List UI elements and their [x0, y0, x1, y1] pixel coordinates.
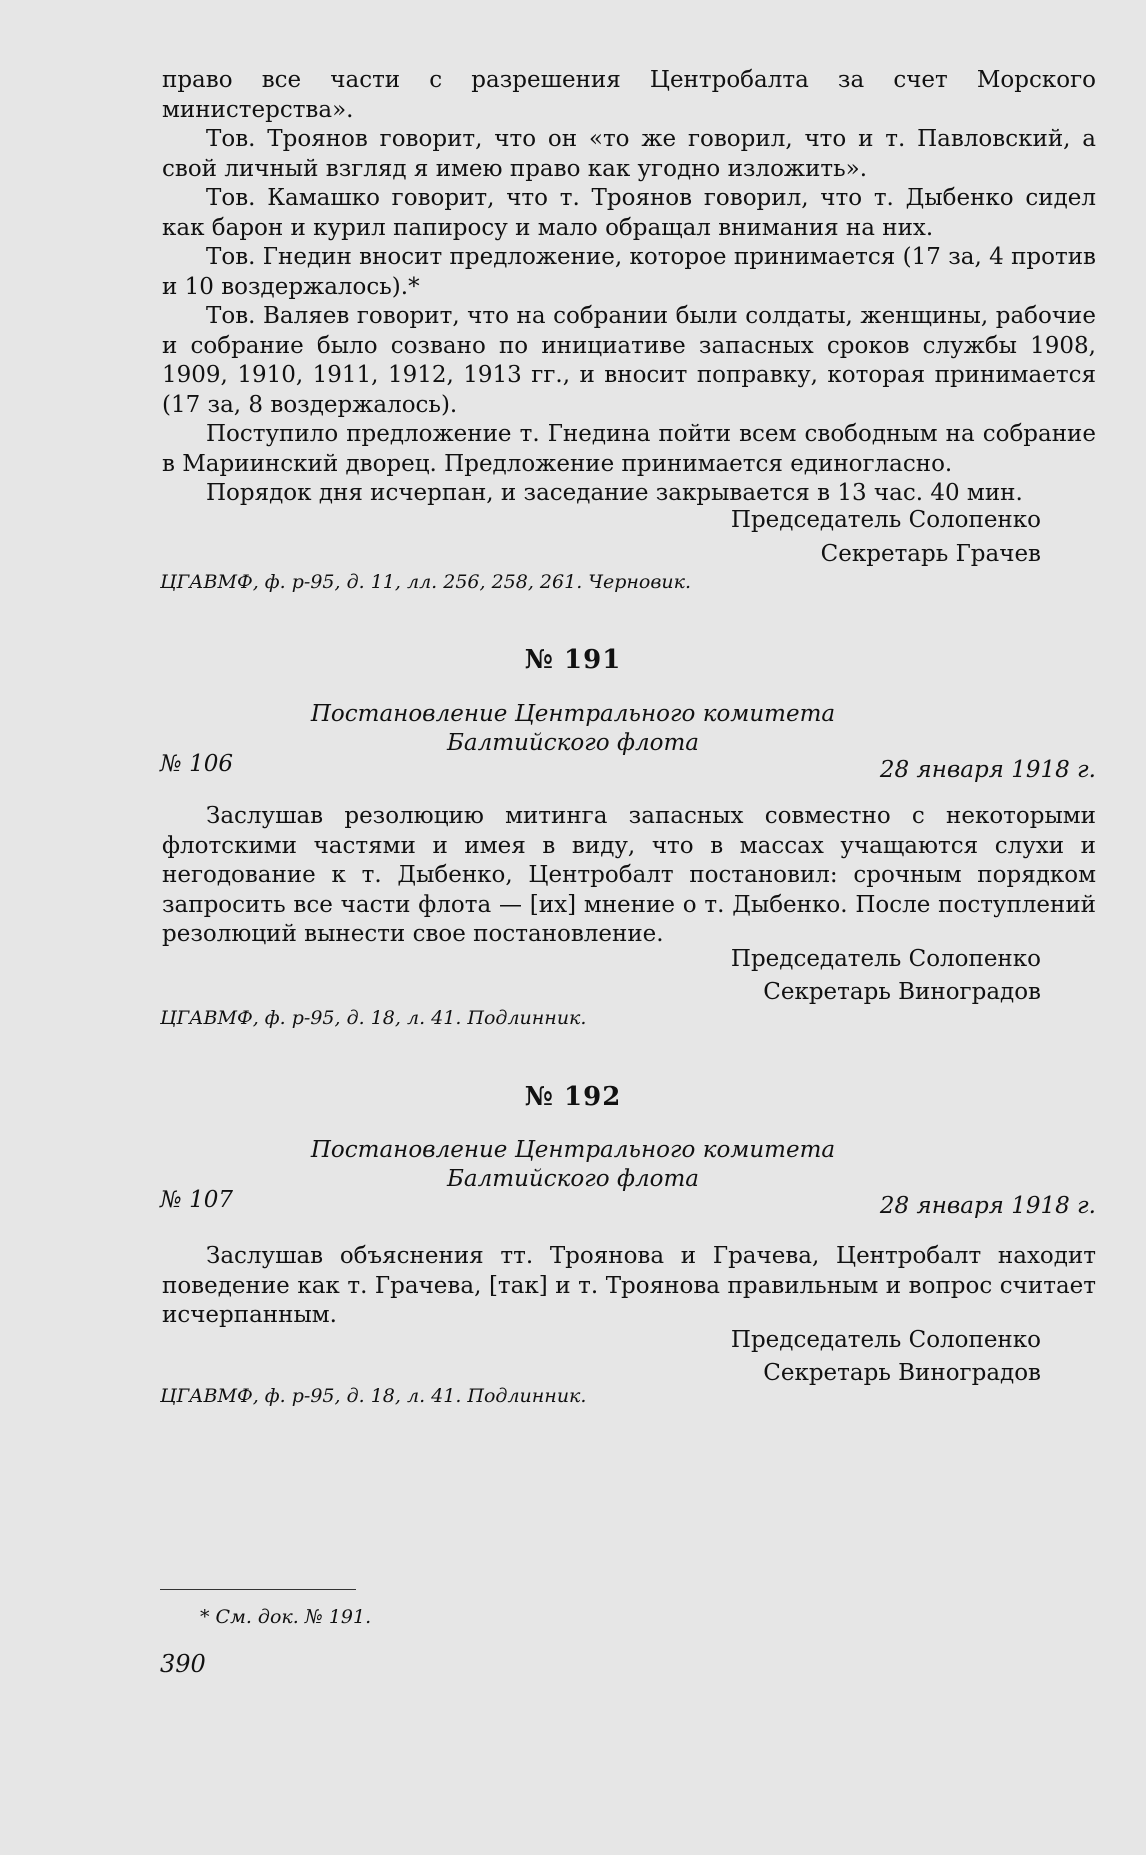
paragraph: Порядок дня исчерпан, и заседание закрывается в 13 час. 40 мин.: [206, 480, 1023, 506]
document-body: [162, 802, 1096, 950]
document-title-line2: Балтийского флота: [447, 1166, 699, 1192]
archive-source: ЦГАВМФ, ф. р-95, д. 11, лл. 256, 258, 261. Черновик.: [160, 571, 692, 593]
secretary-signature: Секретарь Грачев: [820, 541, 1041, 567]
paragraph: Заслушав резолюцию митинга запасных совместно с некоторыми флотскими частями и имея в виду, что в массах учащаются слухи и негодование к т. Дыбенко, Центробалт постановил: срочным порядком запросить все части флота — [их] мнение о т. Дыбенко. После поступлений резолюций вынести свое постановление.: [162, 803, 1096, 947]
archive-source: ЦГАВМФ, ф. р-95, д. 18, л. 41. Подлинник.: [160, 1007, 587, 1029]
footnote-divider: [160, 1589, 356, 1590]
previous-document-text: [162, 66, 1096, 509]
registration-number: № 106: [160, 751, 233, 777]
chair-signature: Председатель Солопенко: [730, 946, 1041, 972]
footnote: * См. док. № 191.: [200, 1606, 372, 1628]
secretary-signature: Секретарь Виноградов: [763, 1360, 1041, 1386]
paragraph: Тов. Валяев говорит, что на собрании были солдаты, женщины, рабочие и собрание было созвано по инициативе запасных сроков службы 1908, 1909, 1910, 1911, 1912, 1913 гг., и вносит поправку, которая принимается (17 за, 8 воздержалось).: [162, 303, 1096, 418]
chair-signature: Председатель Солопенко: [730, 507, 1041, 533]
paragraph: Поступило предложение т. Гнедина пойти всем свободным на собрание в Мариинский дворец. Предложение принимается единогласно.: [162, 421, 1096, 477]
paragraph: право все части с разрешения Центробалта за счет Морского министерства».: [162, 67, 1096, 123]
document-date: 28 января 1918 г.: [879, 1193, 1096, 1219]
document-title-line1: Постановление Центрального комитета: [310, 1137, 836, 1163]
document-date: 28 января 1918 г.: [879, 757, 1096, 783]
page-number: 390: [160, 1650, 206, 1678]
document-number: № 192: [524, 1082, 622, 1112]
archive-source: ЦГАВМФ, ф. р-95, д. 18, л. 41. Подлинник.: [160, 1385, 587, 1407]
paragraph: Тов. Троянов говорит, что он «то же говорил, что и т. Павловский, а свой личный взгляд я имею право как угодно изложить».: [162, 126, 1096, 182]
document-number: № 191: [524, 645, 622, 675]
paragraph: Заслушав объяснения тт. Троянова и Грачева, Центробалт находит поведение как т. Грачева, [так] и т. Троянова правильным и вопрос считает исчерпанным.: [162, 1243, 1096, 1328]
paragraph: Тов. Камашко говорит, что т. Троянов говорил, что т. Дыбенко сидел как барон и курил папиросу и мало обращал внимания на них.: [162, 185, 1096, 241]
paragraph: Тов. Гнедин вносит предложение, которое принимается (17 за, 4 против и 10 воздержалось).*: [162, 244, 1096, 300]
secretary-signature: Секретарь Виноградов: [763, 979, 1041, 1005]
document-title-line2: Балтийского флота: [447, 730, 699, 756]
registration-number: № 107: [160, 1187, 233, 1213]
chair-signature: Председатель Солопенко: [730, 1327, 1041, 1353]
document-body: [162, 1242, 1096, 1331]
document-title-line1: Постановление Центрального комитета: [310, 701, 836, 727]
